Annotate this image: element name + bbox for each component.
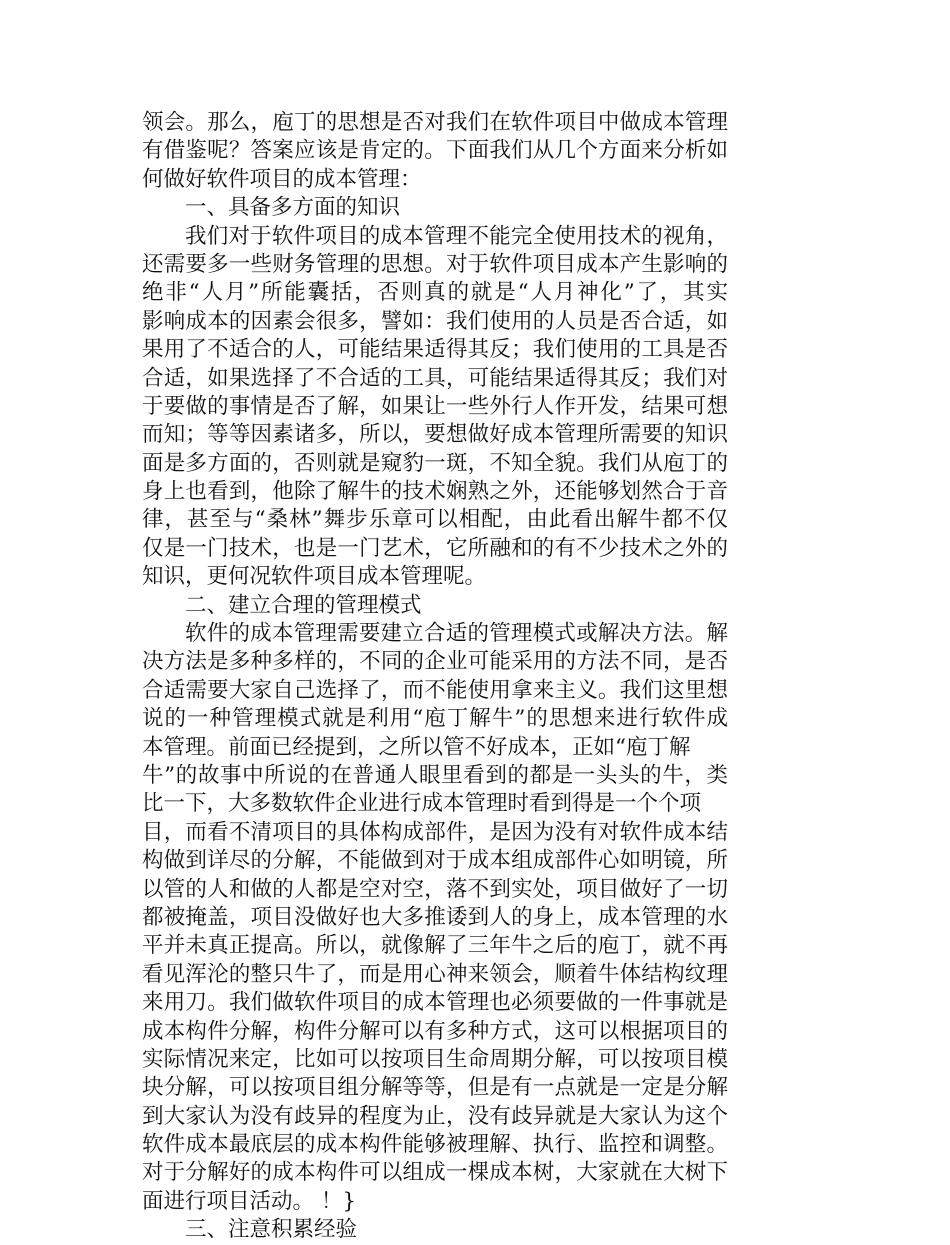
text-line: 比一下，大多数软件企业进行成本管理时看到得是一个个项 [142, 791, 702, 817]
text-line: 律，甚至与“桑林”舞步乐章可以相配，由此看出解牛都不仅 [142, 507, 728, 533]
text-line: 仅是一门技术，也是一门艺术，它所融和的有不少技术之外的 [142, 535, 728, 561]
text-line: 于要做的事情是否了解，如果让一些外行人作开发，结果可想 [142, 393, 728, 419]
text-line: 合适，如果选择了不合适的工具，可能结果适得其反；我们对 [142, 365, 728, 391]
text-line: 一、具备多方面的知识 [185, 195, 401, 221]
text-line: 二、建立合理的管理模式 [185, 592, 422, 618]
text-line: 牛”的故事中所说的在普通人眼里看到的都是一头头的牛，类 [142, 762, 728, 788]
text-line: 面是多方面的，否则就是窥豹一斑，不知全貌。我们从庖丁的 [142, 450, 728, 476]
text-line: 有借鉴呢？答案应该是肯定的。下面我们从几个方面来分析如 [142, 138, 728, 164]
text-line: 决方法是多种多样的，不同的企业可能采用的方法不同，是否 [142, 649, 728, 675]
text-line: 对于分解好的成本构件可以组成一棵成本树，大家就在大树下 [142, 1160, 728, 1186]
text-line: 看见浑沦的整只牛了，而是用心神来领会，顺着牛体结构纹理 [142, 961, 728, 987]
text-line: 都被掩盖，项目没做好也大多推诿到人的身上，成本管理的水 [142, 904, 728, 930]
document-body [142, 109, 728, 1245]
text-line: 果用了不适合的人，可能结果适得其反；我们使用的工具是否 [142, 337, 728, 363]
text-line: 平并未真正提高。所以，就像解了三年牛之后的庖丁，就不再 [142, 933, 728, 959]
text-line: 而知；等等因素诸多，所以，要想做好成本管理所需要的知识 [142, 422, 728, 448]
text-line: 影响成本的因素会很多，譬如：我们使用的人员是否合适，如 [142, 308, 728, 334]
text-line: 来用刀。我们做软件项目的成本管理也必须要做的一件事就是 [142, 990, 728, 1016]
text-line: 说的一种管理模式就是利用“庖丁解牛”的思想来进行软件成 [142, 706, 728, 732]
text-line: 实际情况来定，比如可以按项目生命周期分解，可以按项目模 [142, 1046, 728, 1072]
text-line: 领会。那么，庖丁的思想是否对我们在软件项目中做成本管理 [142, 110, 728, 135]
text-line: 构做到详尽的分解，不能做到对于成本组成部件心如明镜，所 [142, 848, 728, 874]
text-line: 目，而看不清项目的具体构成部件，是因为没有对软件成本结 [142, 819, 728, 845]
text-line: 软件的成本管理需要建立合适的管理模式或解决方法。解 [185, 621, 728, 647]
text-line: 还需要多一些财务管理的思想。对于软件项目成本产生影响的 [142, 251, 728, 277]
text-line: 以管的人和做的人都是空对空，落不到实处，项目做好了一切 [142, 876, 728, 902]
text-line: 块分解，可以按项目组分解等等，但是有一点就是一定是分解 [142, 1075, 728, 1101]
text-line: 成本构件分解，构件分解可以有多种方式，这可以根据项目的 [142, 1018, 728, 1044]
text-line: 何做好软件项目的成本管理： [142, 166, 422, 192]
text-line: 合适需要大家自己选择了，而不能使用拿来主义。我们这里想 [142, 677, 728, 703]
text-line: 软件成本最底层的成本构件能够被理解、执行、监控和调整。 [142, 1132, 728, 1158]
text-line: 身上也看到，他除了解牛的技术娴熟之外，还能够划然合于音 [142, 479, 728, 505]
text-line: 面进行项目活动。 ！} [142, 1188, 357, 1214]
text-line: 知识，更何况软件项目成本管理呢。 [142, 564, 487, 590]
text-line: 三、注意积累经验 [185, 1217, 358, 1243]
text-line: 到大家认为没有歧异的程度为止，没有歧异就是大家认为这个 [142, 1103, 728, 1129]
text-line: 绝非“人月”所能囊括，否则真的就是“人月神化”了，其实 [142, 280, 728, 306]
text-line: 我们对于软件项目的成本管理不能完全使用技术的视角， [185, 223, 728, 249]
text-line: 本管理。前面已经提到，之所以管不好成本，正如“庖丁解 [142, 734, 691, 760]
